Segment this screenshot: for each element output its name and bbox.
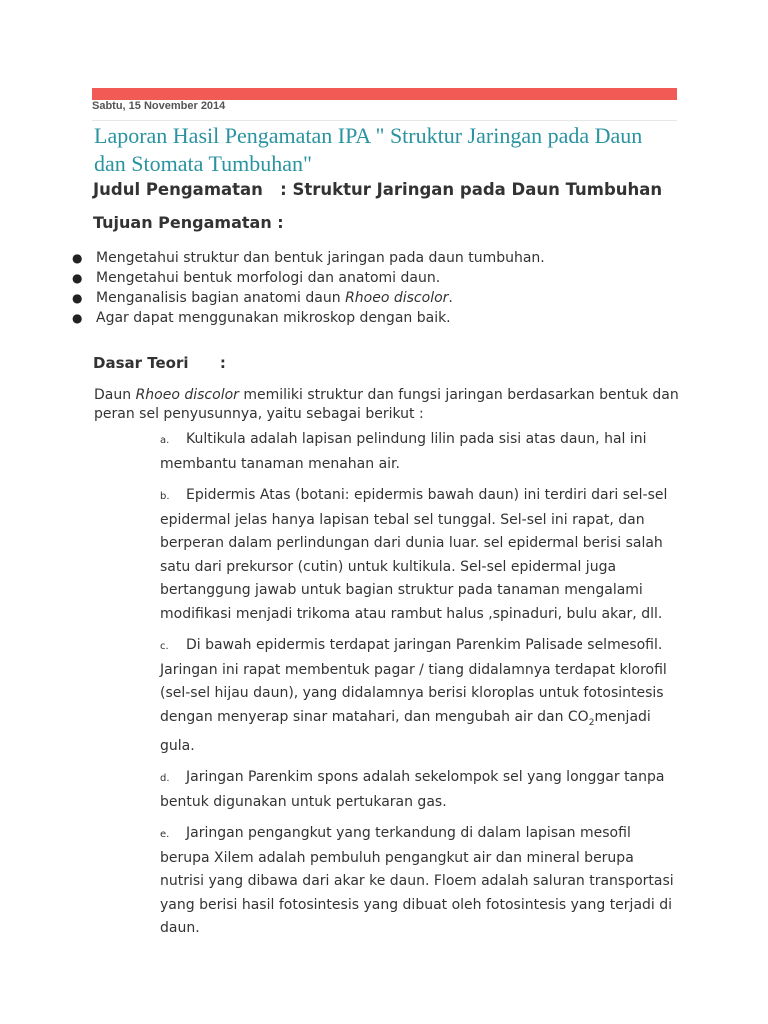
bullet-icon: ● bbox=[72, 271, 83, 285]
list-item bbox=[72, 248, 545, 268]
species-name: Rhoeo discolor bbox=[135, 387, 239, 403]
list-marker: e. bbox=[160, 829, 170, 841]
dasar-list bbox=[160, 428, 680, 949]
list-marker: a. bbox=[160, 435, 170, 446]
list-marker: d. bbox=[160, 773, 170, 785]
list-item-text: Menganalisis bagian anatomi daun bbox=[96, 290, 346, 306]
list-item bbox=[160, 766, 680, 814]
dasar-intro bbox=[94, 386, 684, 424]
judul-heading bbox=[93, 180, 662, 199]
list-marker: b. bbox=[160, 491, 170, 502]
judul-label: Judul Pengamatan bbox=[93, 180, 263, 199]
subscript-two: 2 bbox=[588, 717, 595, 728]
intro-start: Daun bbox=[94, 387, 136, 403]
post-date: Sabtu, 15 November 2014 bbox=[92, 100, 226, 112]
post-title[interactable]: Laporan Hasil Pengamatan IPA " Struktur Jaringan pada Daun dan Stomata Tumbuhan" bbox=[94, 123, 643, 176]
list-item bbox=[160, 428, 680, 476]
list-item bbox=[160, 822, 680, 941]
list-item-text: Di bawah epidermis terdapat jaringan Parenkim Palisade selmesofil. Jaringan ini rapat membentuk pagar / tiang didalamnya terdapat klorofil (sel-sel hijau daun), yang didalamnya berisi kloroplas untuk fotosintesis dengan menyerap sinar matahari, dan mengubah air dan CO bbox=[160, 637, 667, 725]
list-item bbox=[72, 268, 545, 288]
list-item-text: Kultikula adalah lapisan pelindung lilin pada sisi atas daun, hal ini membantu tanaman menahan air. bbox=[160, 431, 647, 472]
list-item bbox=[72, 308, 545, 328]
intro-rest: memiliki struktur dan fungsi jaringan berdasarkan bentuk dan peran sel penyusunnya, yaitu sebagai berikut : bbox=[94, 387, 679, 422]
date-divider bbox=[92, 120, 677, 121]
list-item-text: Mengetahui bentuk morfologi dan anatomi daun. bbox=[96, 270, 441, 286]
judul-value: : Struktur Jaringan pada Daun Tumbuhan bbox=[262, 180, 663, 199]
top-accent-bar bbox=[92, 88, 677, 100]
list-item-end: menjadi gula. bbox=[160, 708, 651, 754]
tujuan-heading: Tujuan Pengamatan : bbox=[93, 213, 284, 232]
bullet-icon: ● bbox=[72, 291, 83, 305]
list-marker: c. bbox=[160, 641, 169, 652]
list-item-text: Jaringan Parenkim spons adalah sekelompok sel yang longgar tanpa bentuk digunakan untuk pertukaran gas. bbox=[160, 769, 665, 810]
bullet-icon: ● bbox=[72, 311, 83, 325]
list-item-text: Epidermis Atas (botani: epidermis bawah daun) ini terdiri dari sel-sel epidermal jelas hanya lapisan tebal sel tunggal. Sel-sel ini rapat, dan berperan dalam perlindungan dari dunia luar. sel epidermal berisi salah satu dari prekursor (cutin) untuk kultikula. Sel-sel epidermal juga bertanggung jawab untuk bagian struktur pada tanaman mengalami modifikasi menjadi trikoma atau rambut halus ,spinaduri, bulu akar, dll. bbox=[160, 487, 668, 622]
list-item bbox=[160, 634, 680, 758]
list-item bbox=[160, 484, 680, 626]
bullet-icon: ● bbox=[72, 251, 83, 265]
list-item bbox=[72, 288, 545, 308]
list-item-text: Mengetahui struktur dan bentuk jaringan pada daun tumbuhan. bbox=[96, 250, 545, 266]
list-item-text: Agar dapat menggunakan mikroskop dengan baik. bbox=[96, 310, 451, 326]
tujuan-list bbox=[72, 248, 545, 328]
dasar-heading: Dasar Teori : bbox=[93, 354, 226, 372]
list-item-text: Jaringan pengangkut yang terkandung di dalam lapisan mesofil berupa Xilem adalah pembuluh pengangkut air dan mineral berupa nutrisi yang dibawa dari akar ke daun. Floem adalah saluran transportasi yang berisi hasil fotosintesis yang dibuat oleh fotosintesis yang terjadi di daun. bbox=[160, 825, 674, 937]
species-name: Rhoeo discolor bbox=[345, 290, 449, 306]
list-item-end: . bbox=[448, 290, 453, 306]
